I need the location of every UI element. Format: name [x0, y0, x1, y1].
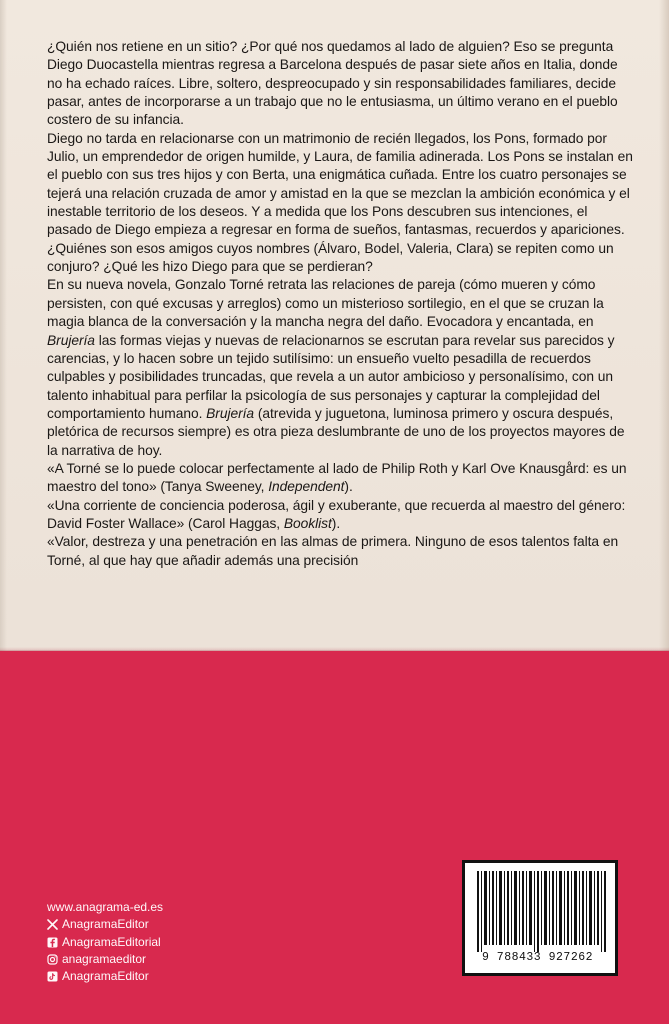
barcode-icon [477, 871, 606, 952]
x-handle: AnagramaEditor [62, 917, 149, 932]
tiktok-logo-icon [47, 971, 58, 982]
synopsis-paragraph-3-part-b: las formas viejas y nuevas de relacionarnos se escrutan para revelar sus parecidos y carencias, y lo hacen sobre un tejido sutilísimo: un ensueño vuelto pesadilla de recuerdos culpables y posibilidades truncadas, que revela a un autor ambicioso y personalísimo, con un talento inhabitual para perfilar la psicología de sus personajes y capturar la complejidad del comportamiento humano. [47, 332, 615, 421]
isbn-number: 9 788433 927262 [482, 951, 594, 964]
review-quote-2 [47, 497, 633, 534]
website-label: www.anagrama-ed.es [47, 900, 164, 914]
synopsis-paragraph-3-part-a: En su nueva novela, Gonzalo Torné retrata las relaciones de pareja (cómo mueren y cómo persisten, con qué excusas y arreglos) como un misterioso sortilegio, en el que se cruzan la magia blanca de la conversación y la mancha negra del daño. Evocadora y encantada, en [47, 277, 604, 330]
instagram-link[interactable] [47, 951, 163, 968]
review-quote-2-end: ). [331, 515, 341, 531]
review-quote-2-text: «Una corriente de conciencia poderosa, ágil y exuberante, que recuerda al maestro del género: David Foster Wallace» (Carol Haggas, [47, 497, 626, 531]
facebook-handle: AnagramaEditorial [62, 934, 161, 949]
book-title-brujeria-2: Brujería [206, 405, 255, 421]
instagram-handle: anagramaeditor [62, 951, 147, 966]
facebook-logo-icon [47, 937, 58, 948]
review-quote-2-source: Booklist [283, 515, 332, 531]
tiktok-link[interactable] [47, 968, 163, 985]
review-quote-1-text: «A Torné se lo puede colocar perfectamente al lado de Philip Roth y Karl Ove Knausgård: es un maestro del tono» (Tanya Sweeney, [47, 460, 627, 495]
synopsis-paragraph-3 [47, 276, 633, 459]
website-link[interactable] [47, 899, 163, 916]
synopsis-text-block [47, 38, 633, 570]
isbn-barcode [462, 860, 618, 976]
instagram-logo-icon [47, 954, 58, 965]
facebook-link[interactable] [47, 934, 163, 951]
review-quote-1-source: Independent [268, 479, 345, 495]
review-quote-1-end: ). [344, 479, 353, 495]
tiktok-handle: AnagramaEditor [62, 969, 149, 984]
x-link[interactable] [47, 916, 163, 933]
synopsis-paragraph-3-part-c: (atrevida y juguetona, luminosa primero y oscura después, pletórica de recursos siempre) es otra pieza deslumbrante de uno de los proyectos mayores de la narrativa de hoy. [47, 405, 625, 458]
x-logo-icon [47, 919, 58, 930]
review-quote-3-truncated: «Valor, destreza y una penetración en las almas de primera. Ninguno de esos talentos falta en Torné, al que hay que añadir además una precisión [47, 534, 619, 568]
review-quote-1 [47, 460, 633, 497]
synopsis-paragraph-2: Diego no tarda en relacionarse con un matrimonio de recién llegados, los Pons, formado por Julio, un emprendedor de origen humilde, y Laura, de familia adinerada. Los Pons se instalan en el pueblo con sus tres hijos y con Berta, una enigmática cuñada. Entre los cuatro personajes se tejerá una relación cruzada de amor y amistad en la que se mezclan la ambición económica y el inestable territorio de los deseos. Y a medida que los Pons descubren sus intenciones, el pasado de Diego empieza a regresar en forma de sueños, fantasmas, recuerdos y apariciones. ¿Quiénes son esos amigos cuyos nombres (Álvaro, Bodel, Valeria, Clara) se repiten como un conjuro? ¿Qué les hizo Diego para que se perdieran? [47, 130, 633, 275]
synopsis-paragraph-1: ¿Quién nos retiene en un sitio? ¿Por qué nos quedamos al lado de alguien? Eso se pregunta Diego Duocastella mientras regresa a Barcelona después de pasar siete años en Italia, donde no ha echado raíces. Libre, soltero, despreocupado y sin responsabilidades familiares, decide pasar, antes de incorporarse a un trabajo que no le entusiasma, un último verano en el pueblo costero de su infancia. [47, 39, 618, 128]
book-title-brujeria-1: Brujería [47, 332, 95, 348]
publisher-social-links [47, 899, 163, 985]
